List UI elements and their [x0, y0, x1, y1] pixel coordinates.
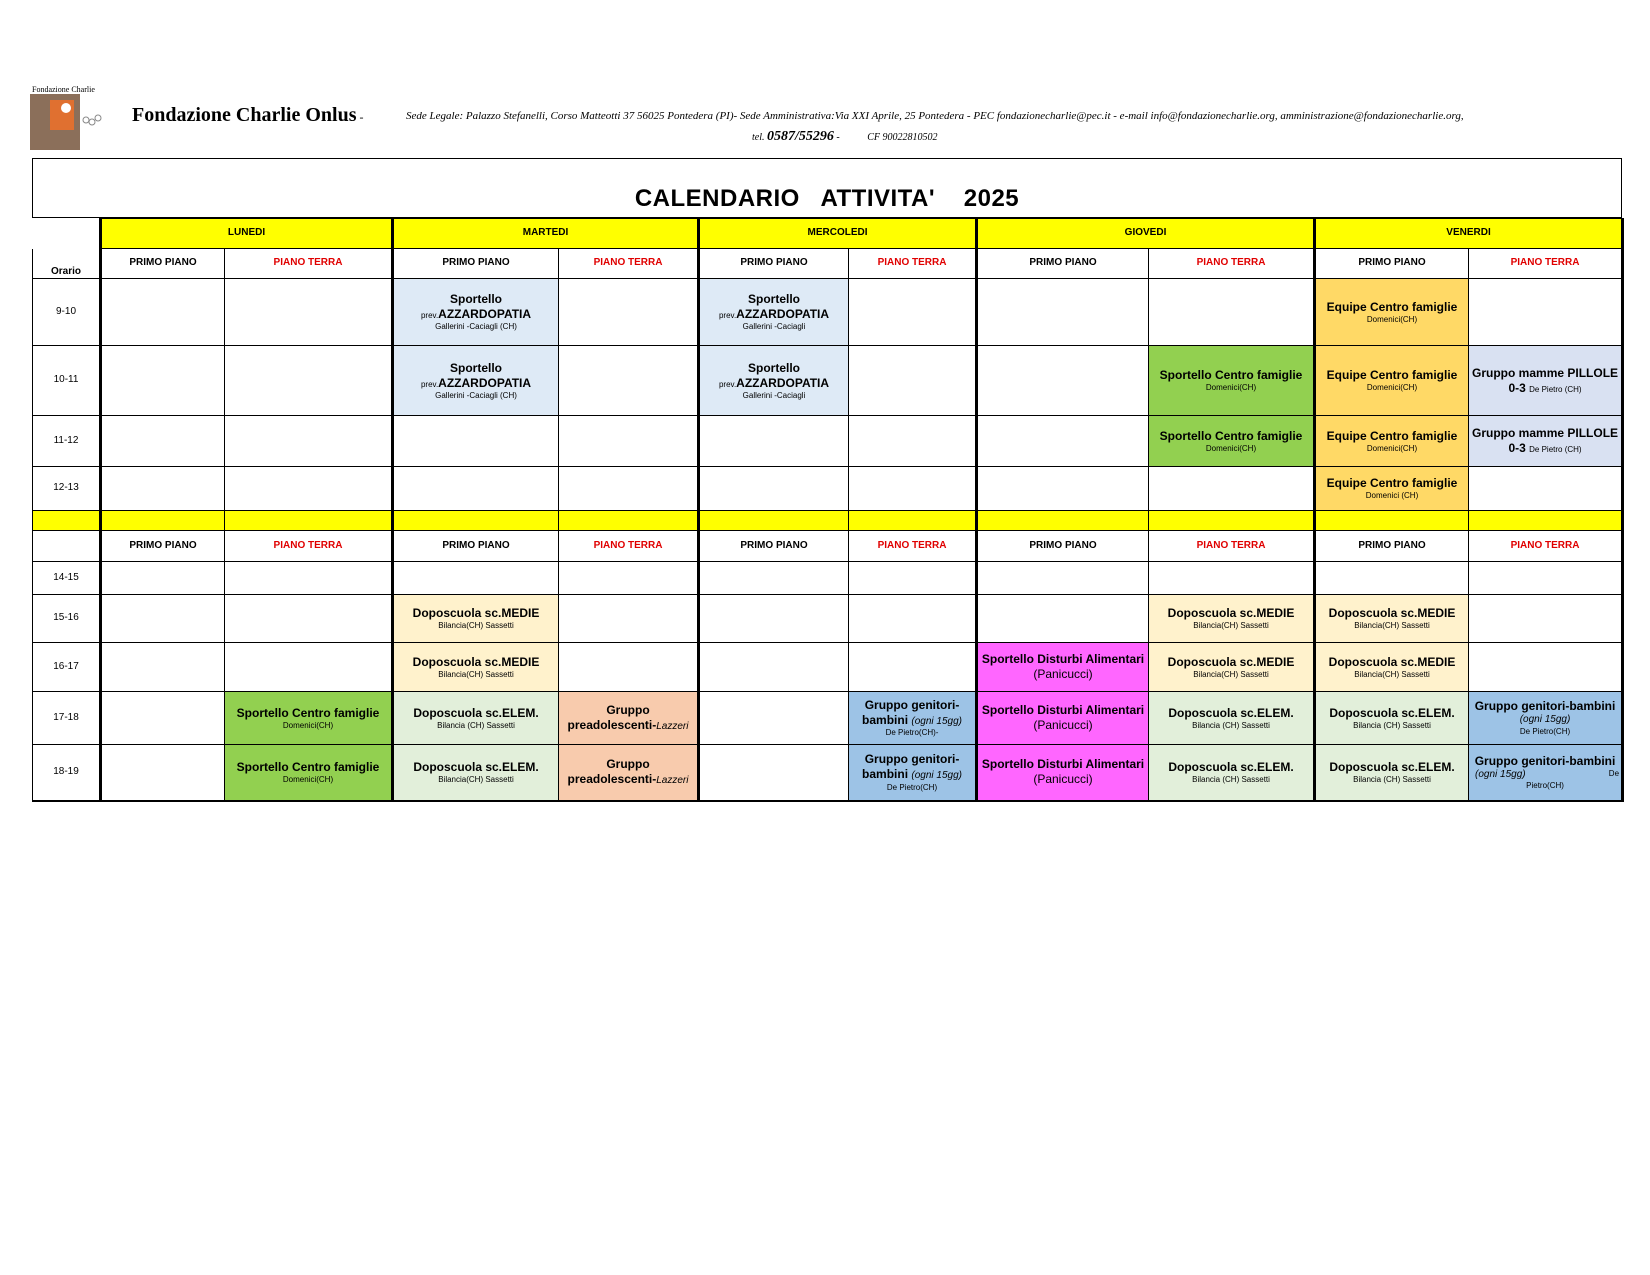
- time-label: 16-17: [33, 643, 101, 692]
- activity-genitori-bambini: Gruppo genitori- bambini (ogni 15gg) De Pietro(CH)-: [849, 692, 977, 745]
- foundation-logo: [30, 86, 104, 156]
- activity-doposcuola-medie: Doposcuola sc.MEDIE Bilancia(CH) Sassetti: [1149, 643, 1315, 692]
- empty-cell: [101, 643, 225, 692]
- floor-primo: PRIMO PIANO: [393, 249, 559, 279]
- floor-primo: PRIMO PIANO: [393, 531, 559, 562]
- time-row: [33, 745, 1623, 801]
- floor-header-row-morning: [33, 249, 1623, 279]
- activity-sportello-centro: Sportello Centro famiglie Domenici(CH): [225, 692, 393, 745]
- empty-cell: [699, 745, 849, 801]
- day-martedi: MARTEDI: [393, 219, 699, 249]
- separator-cell: [559, 511, 699, 531]
- separator-cell: [1149, 511, 1315, 531]
- empty-cell: [33, 531, 101, 562]
- time-label: 17-18: [33, 692, 101, 745]
- empty-cell: [699, 467, 849, 511]
- empty-cell: [559, 467, 699, 511]
- empty-cell: [977, 467, 1149, 511]
- empty-cell: [699, 416, 849, 467]
- floor-terra: PIANO TERRA: [559, 531, 699, 562]
- empty-cell: [393, 467, 559, 511]
- organization-phone: tel. 0587/55296 - CF 90022810502: [752, 129, 938, 144]
- activity-mamme-pillole: Gruppo mamme PILLOLE 0-3 De Pietro (CH): [1469, 346, 1623, 416]
- day-venerdi: VENERDI: [1315, 219, 1623, 249]
- empty-cell: [101, 416, 225, 467]
- empty-cell: [225, 562, 393, 595]
- floor-primo: PRIMO PIANO: [101, 249, 225, 279]
- time-row: [33, 467, 1623, 511]
- time-row: [33, 416, 1623, 467]
- empty-cell: [977, 595, 1149, 643]
- floor-terra: PIANO TERRA: [225, 249, 393, 279]
- empty-cell: [1149, 279, 1315, 346]
- activity-doposcuola-elem: Doposcuola sc.ELEM. Bilancia (CH) Sassetti: [1315, 692, 1469, 745]
- empty-cell: [101, 467, 225, 511]
- empty-cell: [1469, 467, 1623, 511]
- empty-cell: [559, 279, 699, 346]
- empty-cell: [1149, 467, 1315, 511]
- activity-doposcuola-elem: Doposcuola sc.ELEM. Bilancia (CH) Sassetti: [1149, 745, 1315, 801]
- empty-cell: [699, 595, 849, 643]
- floor-header-row-afternoon: [33, 531, 1623, 562]
- empty-cell: [699, 562, 849, 595]
- activity-equipe: Equipe Centro famiglie Domenici(CH): [1315, 346, 1469, 416]
- empty-cell: [101, 595, 225, 643]
- separator-cell: [849, 511, 977, 531]
- time-label: 15-16: [33, 595, 101, 643]
- time-label: 11-12: [33, 416, 101, 467]
- empty-cell: [225, 467, 393, 511]
- activity-genitori-bambini: Gruppo genitori- bambini (ogni 15gg) De Pietro(CH): [849, 745, 977, 801]
- empty-cell: [977, 346, 1149, 416]
- empty-cell: [699, 692, 849, 745]
- activity-doposcuola-medie: Doposcuola sc.MEDIE Bilancia(CH) Sassetti: [1315, 595, 1469, 643]
- activity-sportello-centro: Sportello Centro famiglie Domenici(CH): [1149, 346, 1315, 416]
- activity-equipe: Equipe Centro famiglie Domenici(CH): [1315, 416, 1469, 467]
- empty-cell: [849, 346, 977, 416]
- page-title: CALENDARIO ATTIVITA' 2025: [634, 185, 1020, 212]
- activity-doposcuola-medie: Doposcuola sc.MEDIE Bilancia(CH) Sassetti: [393, 643, 559, 692]
- empty-cell: [699, 643, 849, 692]
- activity-mamme-pillole: Gruppo mamme PILLOLE 0-3 De Pietro (CH): [1469, 416, 1623, 467]
- empty-cell: [101, 692, 225, 745]
- activity-preadolescenti: Gruppo preadolescenti-Lazzeri: [559, 692, 699, 745]
- floor-primo: PRIMO PIANO: [101, 531, 225, 562]
- activity-equipe: Equipe Centro famiglie Domenici(CH): [1315, 279, 1469, 346]
- floor-primo: PRIMO PIANO: [699, 249, 849, 279]
- time-label: 9-10: [33, 279, 101, 346]
- empty-cell: [977, 416, 1149, 467]
- floor-primo: PRIMO PIANO: [1315, 249, 1469, 279]
- empty-cell: [849, 416, 977, 467]
- activity-doposcuola-elem: Doposcuola sc.ELEM. Bilancia (CH) Sassetti: [1149, 692, 1315, 745]
- empty-cell: [101, 562, 225, 595]
- floor-terra: PIANO TERRA: [1469, 531, 1623, 562]
- activity-disturbi-alimentari: Sportello Disturbi Alimentari (Panicucci): [977, 745, 1149, 801]
- activity-azzardopatia: Sportello prev.AZZARDOPATIA Gallerini -Caciagli (CH): [393, 279, 559, 346]
- separator-cell: [33, 511, 101, 531]
- empty-cell: [225, 279, 393, 346]
- title-box: [32, 158, 1622, 218]
- separator-cell: [699, 511, 849, 531]
- empty-cell: [393, 416, 559, 467]
- empty-cell: [225, 643, 393, 692]
- activity-doposcuola-elem: Doposcuola sc.ELEM. Bilancia(CH) Sassetti: [393, 745, 559, 801]
- activity-doposcuola-elem: Doposcuola sc.ELEM. Bilancia (CH) Sassetti: [1315, 745, 1469, 801]
- activity-sportello-centro: Sportello Centro famiglie Domenici(CH): [1149, 416, 1315, 467]
- empty-cell: [849, 279, 977, 346]
- floor-primo: PRIMO PIANO: [699, 531, 849, 562]
- activity-disturbi-alimentari: Sportello Disturbi Alimentari (Panicucci): [977, 692, 1149, 745]
- floor-primo: PRIMO PIANO: [977, 531, 1149, 562]
- empty-cell: [849, 562, 977, 595]
- empty-cell: [559, 643, 699, 692]
- empty-cell: [225, 595, 393, 643]
- activity-preadolescenti: Gruppo preadolescenti-Lazzeri: [559, 745, 699, 801]
- time-row: [33, 346, 1623, 416]
- separator-cell: [225, 511, 393, 531]
- day-mercoledi: MERCOLEDI: [699, 219, 977, 249]
- empty-cell: [1469, 279, 1623, 346]
- time-label: 10-11: [33, 346, 101, 416]
- time-row: [33, 692, 1623, 745]
- empty-cell: [1315, 562, 1469, 595]
- time-row: [33, 643, 1623, 692]
- separator-cell: [1469, 511, 1623, 531]
- empty-cell: [849, 595, 977, 643]
- orario-label: Orario: [33, 249, 101, 279]
- empty-cell: [225, 346, 393, 416]
- days-row: [33, 219, 1623, 249]
- activity-sportello-centro: Sportello Centro famiglie Domenici(CH): [225, 745, 393, 801]
- logo-text: Fondazione Charlie: [32, 86, 95, 94]
- activity-doposcuola-medie: Doposcuola sc.MEDIE Bilancia(CH) Sassetti: [1149, 595, 1315, 643]
- empty-cell: [225, 416, 393, 467]
- organization-name: Fondazione Charlie Onlus -: [132, 104, 364, 126]
- time-label: 12-13: [33, 467, 101, 511]
- separator-cell: [977, 511, 1149, 531]
- activity-disturbi-alimentari: Sportello Disturbi Alimentari (Panicucci): [977, 643, 1149, 692]
- activity-genitori-bambini: Gruppo genitori-bambini (ogni 15gg) De Pietro(CH): [1469, 745, 1623, 801]
- floor-terra: PIANO TERRA: [1469, 249, 1623, 279]
- lunch-separator-row: [33, 511, 1623, 531]
- floor-primo: PRIMO PIANO: [977, 249, 1149, 279]
- time-row: [33, 562, 1623, 595]
- empty-cell: [1469, 562, 1623, 595]
- day-lunedi: LUNEDI: [101, 219, 393, 249]
- floor-terra: PIANO TERRA: [849, 531, 977, 562]
- activity-doposcuola-medie: Doposcuola sc.MEDIE Bilancia(CH) Sassetti: [1315, 643, 1469, 692]
- floor-primo: PRIMO PIANO: [1315, 531, 1469, 562]
- time-label: 18-19: [33, 745, 101, 801]
- activity-genitori-bambini: Gruppo genitori-bambini (ogni 15gg) De Pietro(CH): [1469, 692, 1623, 745]
- schedule-table: [32, 218, 1624, 802]
- empty-cell: [559, 595, 699, 643]
- empty-cell: [393, 562, 559, 595]
- separator-cell: [393, 511, 559, 531]
- floor-terra: PIANO TERRA: [1149, 249, 1315, 279]
- organization-contacts: Sede Legale: Palazzo Stefanelli, Corso Matteotti 37 56025 Pontedera (PI)- Sede Amministrativa:Via XXI Aprile, 25 Pontedera - PEC fondazionecharlie@pec.it - e-mail info@fondazionecharlie.org, amministrazione@fondazionecharlie.org,: [406, 110, 1464, 122]
- floor-terra: PIANO TERRA: [225, 531, 393, 562]
- floor-terra: PIANO TERRA: [1149, 531, 1315, 562]
- empty-cell: [101, 279, 225, 346]
- activity-azzardopatia: Sportello prev.AZZARDOPATIA Gallerini -Caciagli: [699, 346, 849, 416]
- empty-cell: [849, 643, 977, 692]
- empty-cell: [1469, 595, 1623, 643]
- floor-terra: PIANO TERRA: [849, 249, 977, 279]
- empty-cell: [1149, 562, 1315, 595]
- empty-cell: [1469, 643, 1623, 692]
- separator-cell: [1315, 511, 1469, 531]
- floor-terra: PIANO TERRA: [559, 249, 699, 279]
- empty-cell: [977, 279, 1149, 346]
- activity-equipe: Equipe Centro famiglie Domenici (CH): [1315, 467, 1469, 511]
- activity-doposcuola-elem: Doposcuola sc.ELEM. Bilancia (CH) Sassetti: [393, 692, 559, 745]
- day-giovedi: GIOVEDI: [977, 219, 1315, 249]
- empty-cell: [559, 562, 699, 595]
- activity-doposcuola-medie: Doposcuola sc.MEDIE Bilancia(CH) Sassetti: [393, 595, 559, 643]
- separator-cell: [101, 511, 225, 531]
- empty-cell: [101, 745, 225, 801]
- activity-azzardopatia: Sportello prev.AZZARDOPATIA Gallerini -Caciagli (CH): [393, 346, 559, 416]
- time-row: [33, 595, 1623, 643]
- empty-cell: [849, 467, 977, 511]
- activity-azzardopatia: Sportello prev.AZZARDOPATIA Gallerini -Caciagli: [699, 279, 849, 346]
- time-label: 14-15: [33, 562, 101, 595]
- empty-cell: [559, 416, 699, 467]
- empty-cell: [559, 346, 699, 416]
- empty-cell: [977, 562, 1149, 595]
- empty-cell: [101, 346, 225, 416]
- time-row: [33, 279, 1623, 346]
